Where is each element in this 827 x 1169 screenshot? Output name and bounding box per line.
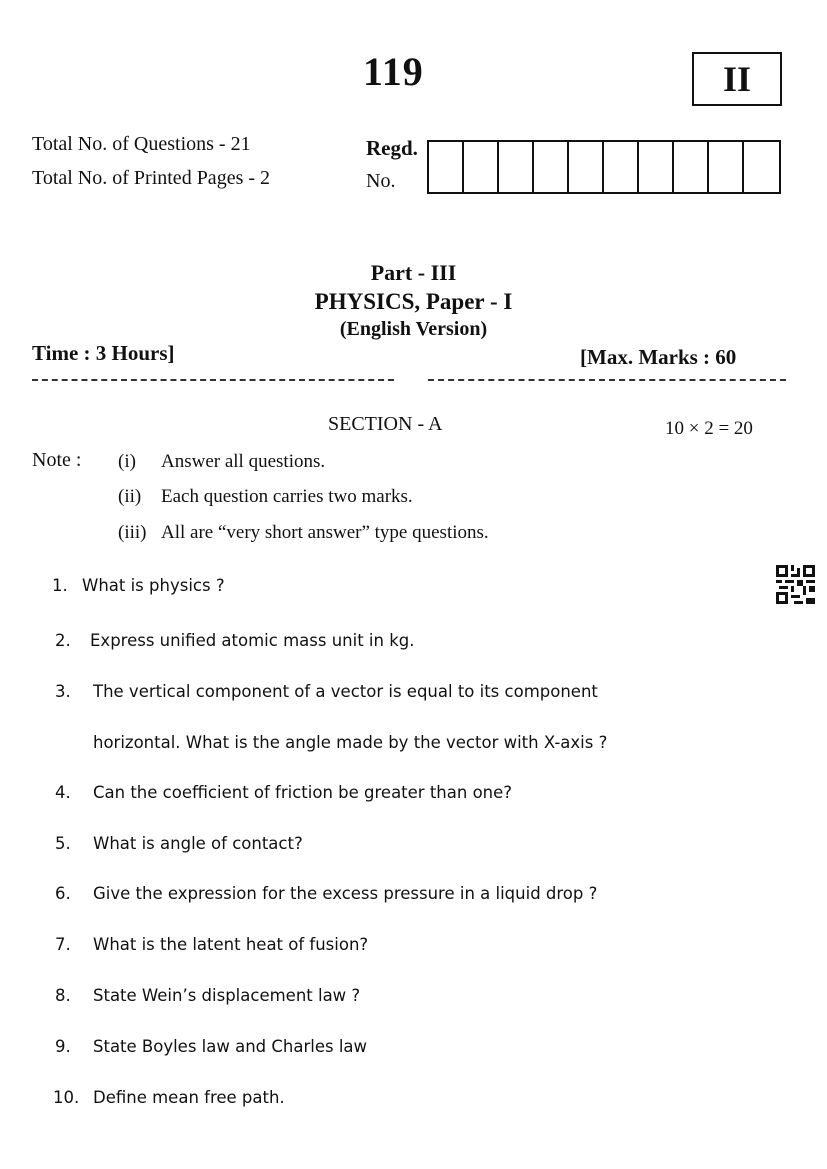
max-marks: [Max. Marks : 60 (580, 345, 737, 369)
question-text: State Boyles law and Charles law (93, 1037, 368, 1056)
question-text: The vertical component of a vector is equal to its component (93, 682, 598, 701)
exam-time: Time : 3 Hours] (32, 341, 175, 365)
question-text: What is the latent heat of fusion? (93, 935, 369, 954)
question-text: What is physics ? (82, 576, 225, 595)
question-number: 4. (55, 783, 71, 802)
question-text: Define mean free path. (93, 1088, 285, 1107)
regd-digit-box (429, 142, 464, 192)
registration-number-boxes (427, 140, 781, 194)
question-text-continued: horizontal. What is the angle made by the vector with X-axis ? (93, 733, 608, 752)
note-item (118, 522, 489, 544)
divider-right (428, 379, 786, 381)
note-number: (ii) (118, 486, 142, 507)
section-marks: 10 × 2 = 20 (665, 418, 753, 439)
question-number: 9. (55, 1037, 71, 1056)
note-text: Answer all questions. (161, 451, 326, 472)
set-code-box (692, 52, 782, 106)
note-text: Each question carries two marks. (161, 486, 413, 507)
question-text: State Wein’s displacement law ? (93, 986, 361, 1005)
part-title: Part - III (370, 260, 457, 285)
question-number: 10. (53, 1088, 80, 1107)
regd-digit-box (569, 142, 604, 192)
paper-code: 119 (363, 49, 424, 94)
regd-digit-box (639, 142, 674, 192)
qr-code-icon (776, 565, 815, 604)
question-number: 8. (55, 986, 71, 1005)
subject-title: PHYSICS, Paper - I (314, 289, 513, 314)
regd-digit-box (709, 142, 744, 192)
regd-no-label: No. (366, 170, 396, 192)
question-text: Express unified atomic mass unit in kg. (90, 631, 415, 650)
question-text: Give the expression for the excess pressure in a liquid drop ? (93, 884, 598, 903)
total-pages: Total No. of Printed Pages - 2 (32, 167, 271, 189)
note-item (118, 486, 413, 508)
note-number: (i) (118, 451, 136, 472)
total-questions: Total No. of Questions - 21 (32, 133, 251, 155)
question-text: Can the coefficient of friction be greater than one? (93, 783, 513, 802)
regd-digit-box (744, 142, 779, 192)
regd-digit-box (464, 142, 499, 192)
regd-label: Regd. (366, 136, 418, 160)
question-number: 5. (55, 834, 71, 853)
note-item (118, 451, 326, 473)
regd-digit-box (604, 142, 639, 192)
divider-left (32, 379, 394, 381)
note-label: Note : (32, 449, 82, 471)
section-heading: SECTION - A (328, 413, 443, 435)
version-label: (English Version) (339, 318, 488, 340)
note-text: All are “very short answer” type questions. (161, 522, 489, 543)
question-number: 6. (55, 884, 71, 903)
question-number: 2. (55, 631, 71, 650)
regd-digit-box (499, 142, 534, 192)
question-number: 7. (55, 935, 71, 954)
regd-digit-box (534, 142, 569, 192)
set-code: II (722, 59, 752, 99)
question-number: 1. (52, 576, 68, 595)
question-text: What is angle of contact? (93, 834, 303, 853)
regd-digit-box (674, 142, 709, 192)
note-number: (iii) (118, 522, 147, 543)
question-number: 3. (55, 682, 71, 701)
